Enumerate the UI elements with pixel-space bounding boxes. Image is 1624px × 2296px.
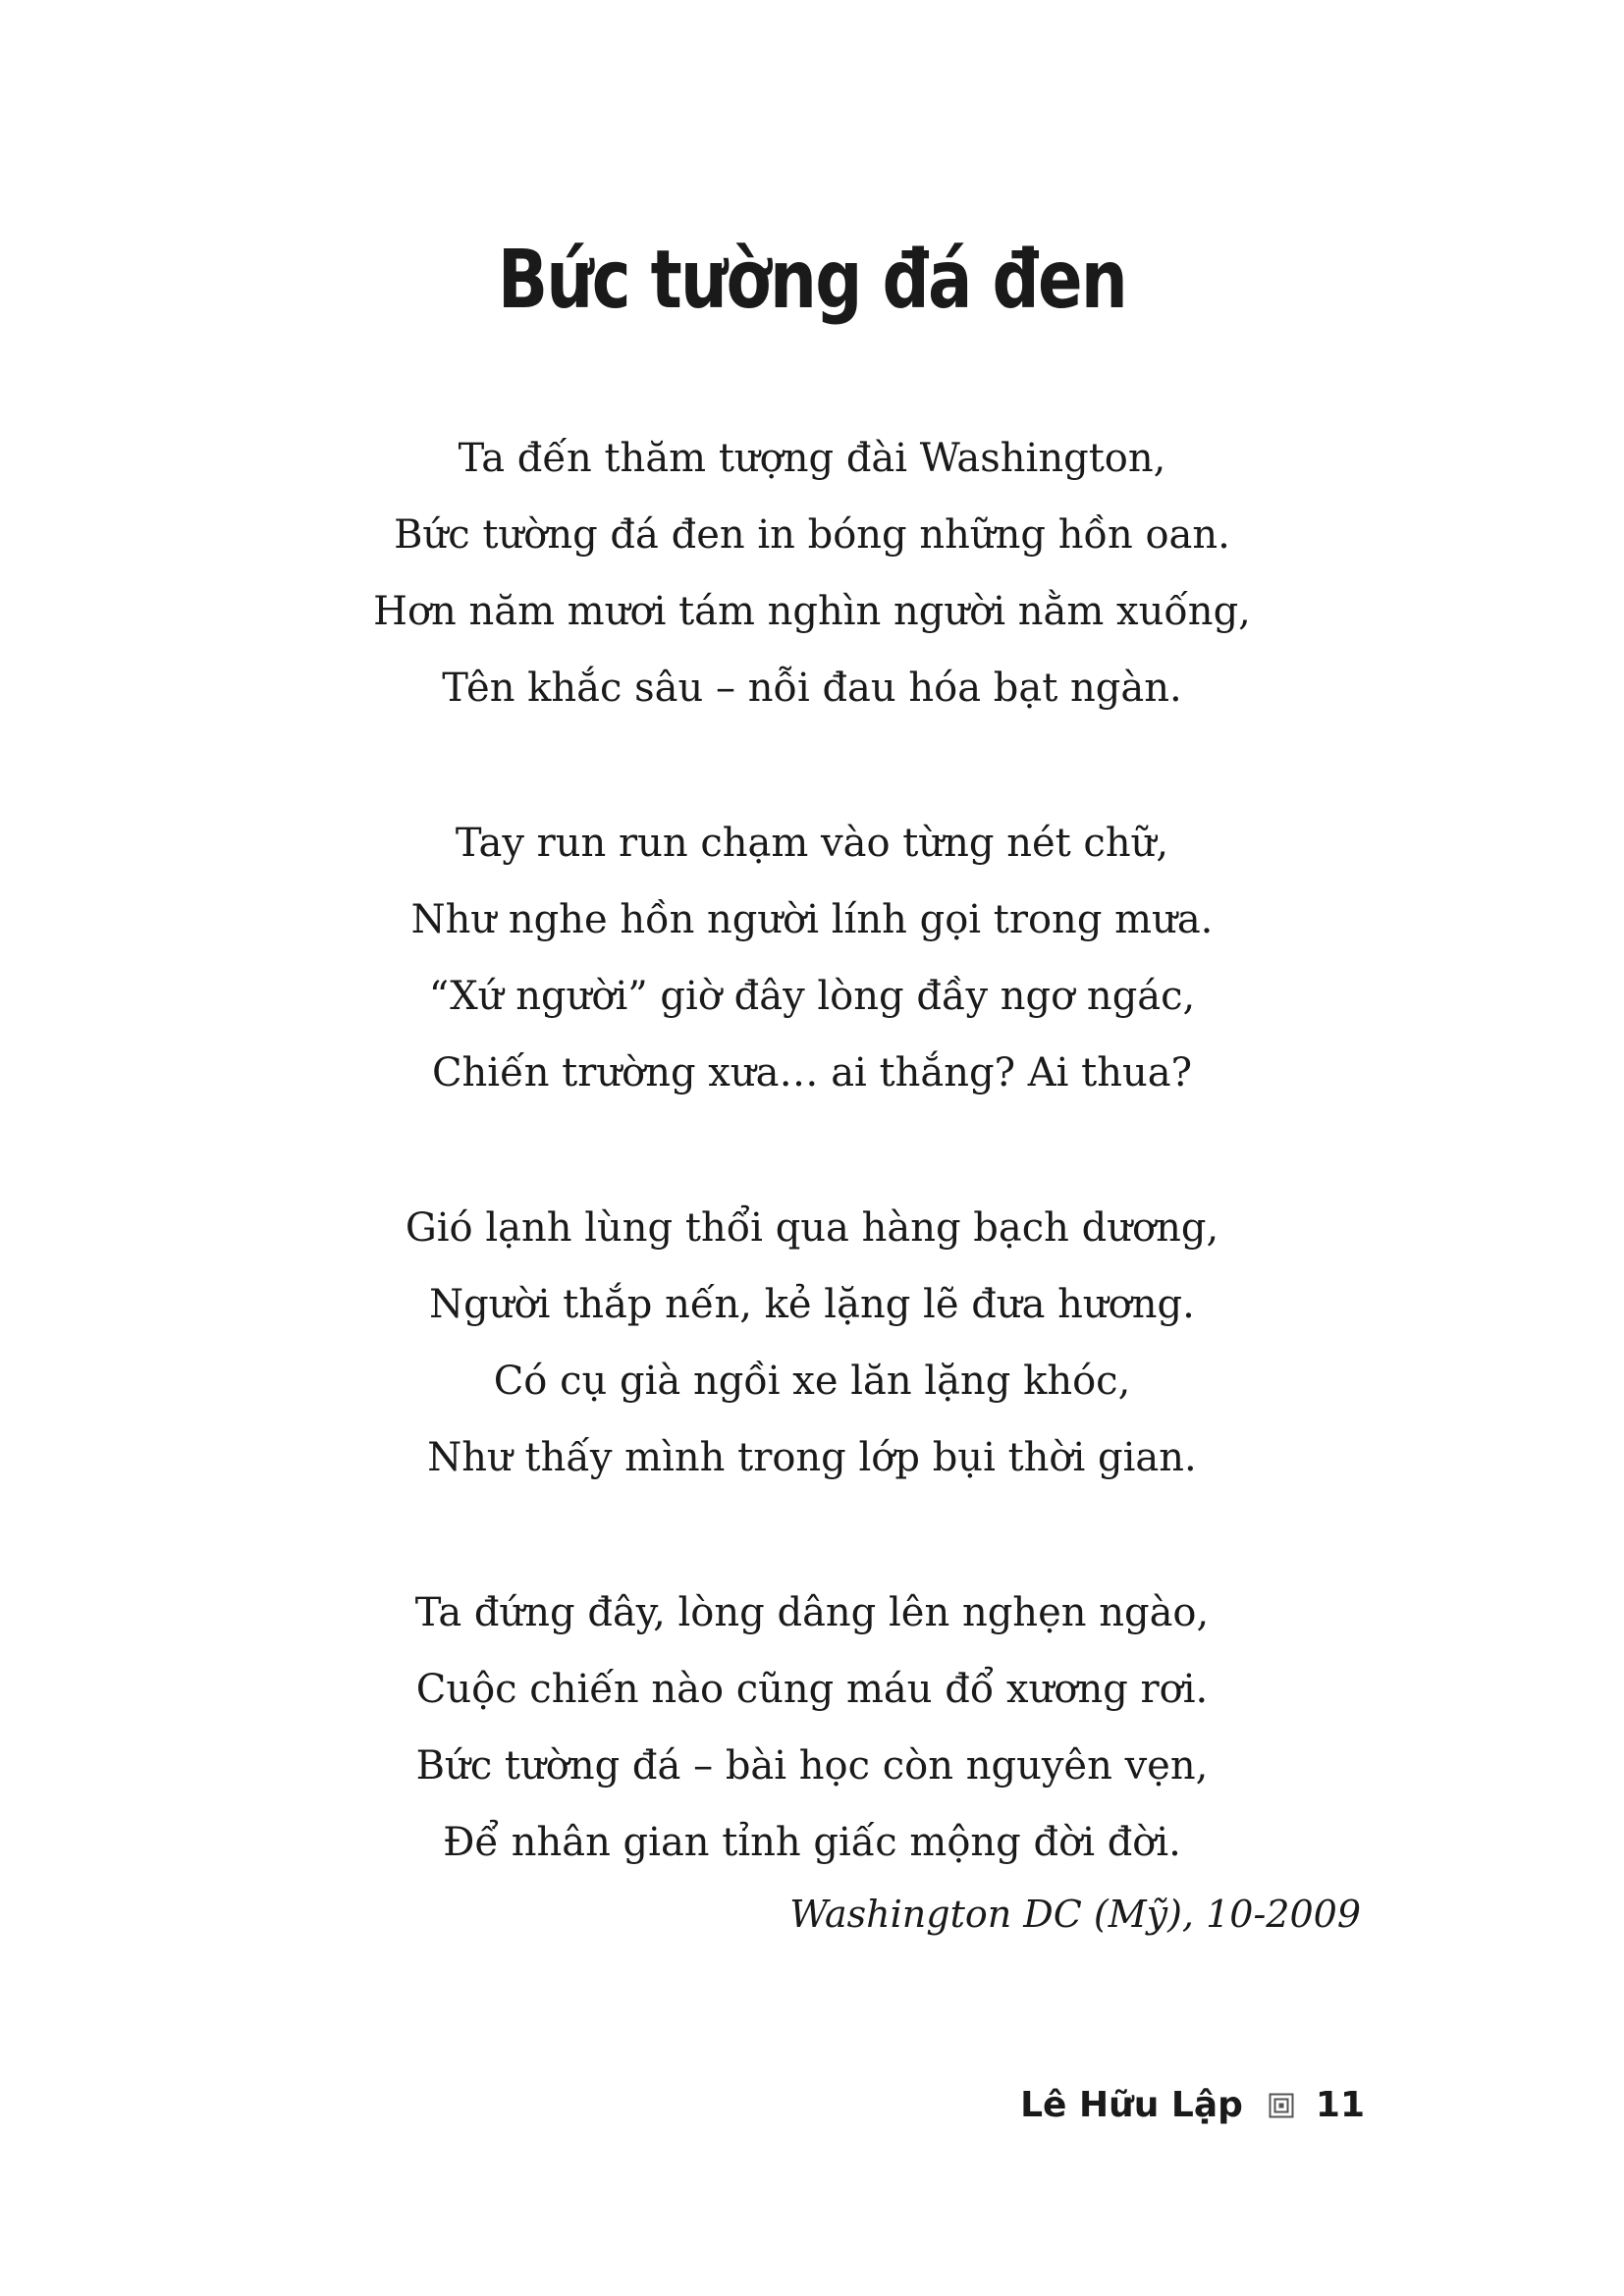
- poem-line: Như thấy mình trong lớp bụi thời gian.: [427, 1435, 1197, 1480]
- poem-line: Hơn năm mươi tám nghìn người nằm xuống,: [373, 589, 1251, 634]
- stanza-4: [0, 1575, 1624, 1881]
- poem-line: Người thắp nến, kẻ lặng lẽ đưa hương.: [429, 1282, 1195, 1327]
- poem-place-date: Washington DC (Mỹ), 10-2009: [789, 1893, 1361, 1936]
- stanza-3: [0, 1190, 1624, 1496]
- poem-line: Bức tường đá – bài học còn nguyên vẹn,: [415, 1743, 1209, 1789]
- poem-line: Có cụ già ngồi xe lăn lặng khóc,: [493, 1359, 1131, 1404]
- stanza-2: [0, 805, 1624, 1111]
- poem-body: [0, 420, 1624, 1959]
- poem-line: Ta đứng đây, lòng dâng lên nghẹn ngào,: [414, 1590, 1210, 1635]
- poem-line: Để nhân gian tỉnh giấc mộng đời đời.: [443, 1820, 1181, 1865]
- poem-line: Tay run run chạm vào từng nét chữ,: [455, 821, 1169, 866]
- page-footer: [1020, 2085, 1365, 2125]
- poem-line: Bức tường đá đen in bóng những hồn oan.: [394, 512, 1230, 558]
- poem-title: Bức tường đá đen: [497, 234, 1127, 327]
- poem-line: “Xứ người” giờ đây lòng đầy ngơ ngác,: [428, 974, 1196, 1019]
- poem-line: Gió lạnh lùng thổi qua hàng bạch dương,: [405, 1205, 1219, 1251]
- page-number: 11: [1315, 2085, 1365, 2125]
- poem-line: Cuộc chiến nào cũng máu đổ xương rơi.: [415, 1667, 1209, 1712]
- author-name: Lê Hữu Lập: [1020, 2085, 1243, 2125]
- poem-line: Như nghe hồn người lính gọi trong mưa.: [410, 897, 1214, 942]
- square-bullet-icon: [1269, 2093, 1294, 2118]
- stanza-1: [0, 420, 1624, 726]
- poem-line: Tên khắc sâu – nỗi đau hóa bạt ngàn.: [442, 666, 1182, 711]
- poem-line: Ta đến thăm tượng đài Washington,: [458, 436, 1166, 481]
- poem-line: Chiến trường xưa… ai thắng? Ai thua?: [431, 1050, 1193, 1095]
